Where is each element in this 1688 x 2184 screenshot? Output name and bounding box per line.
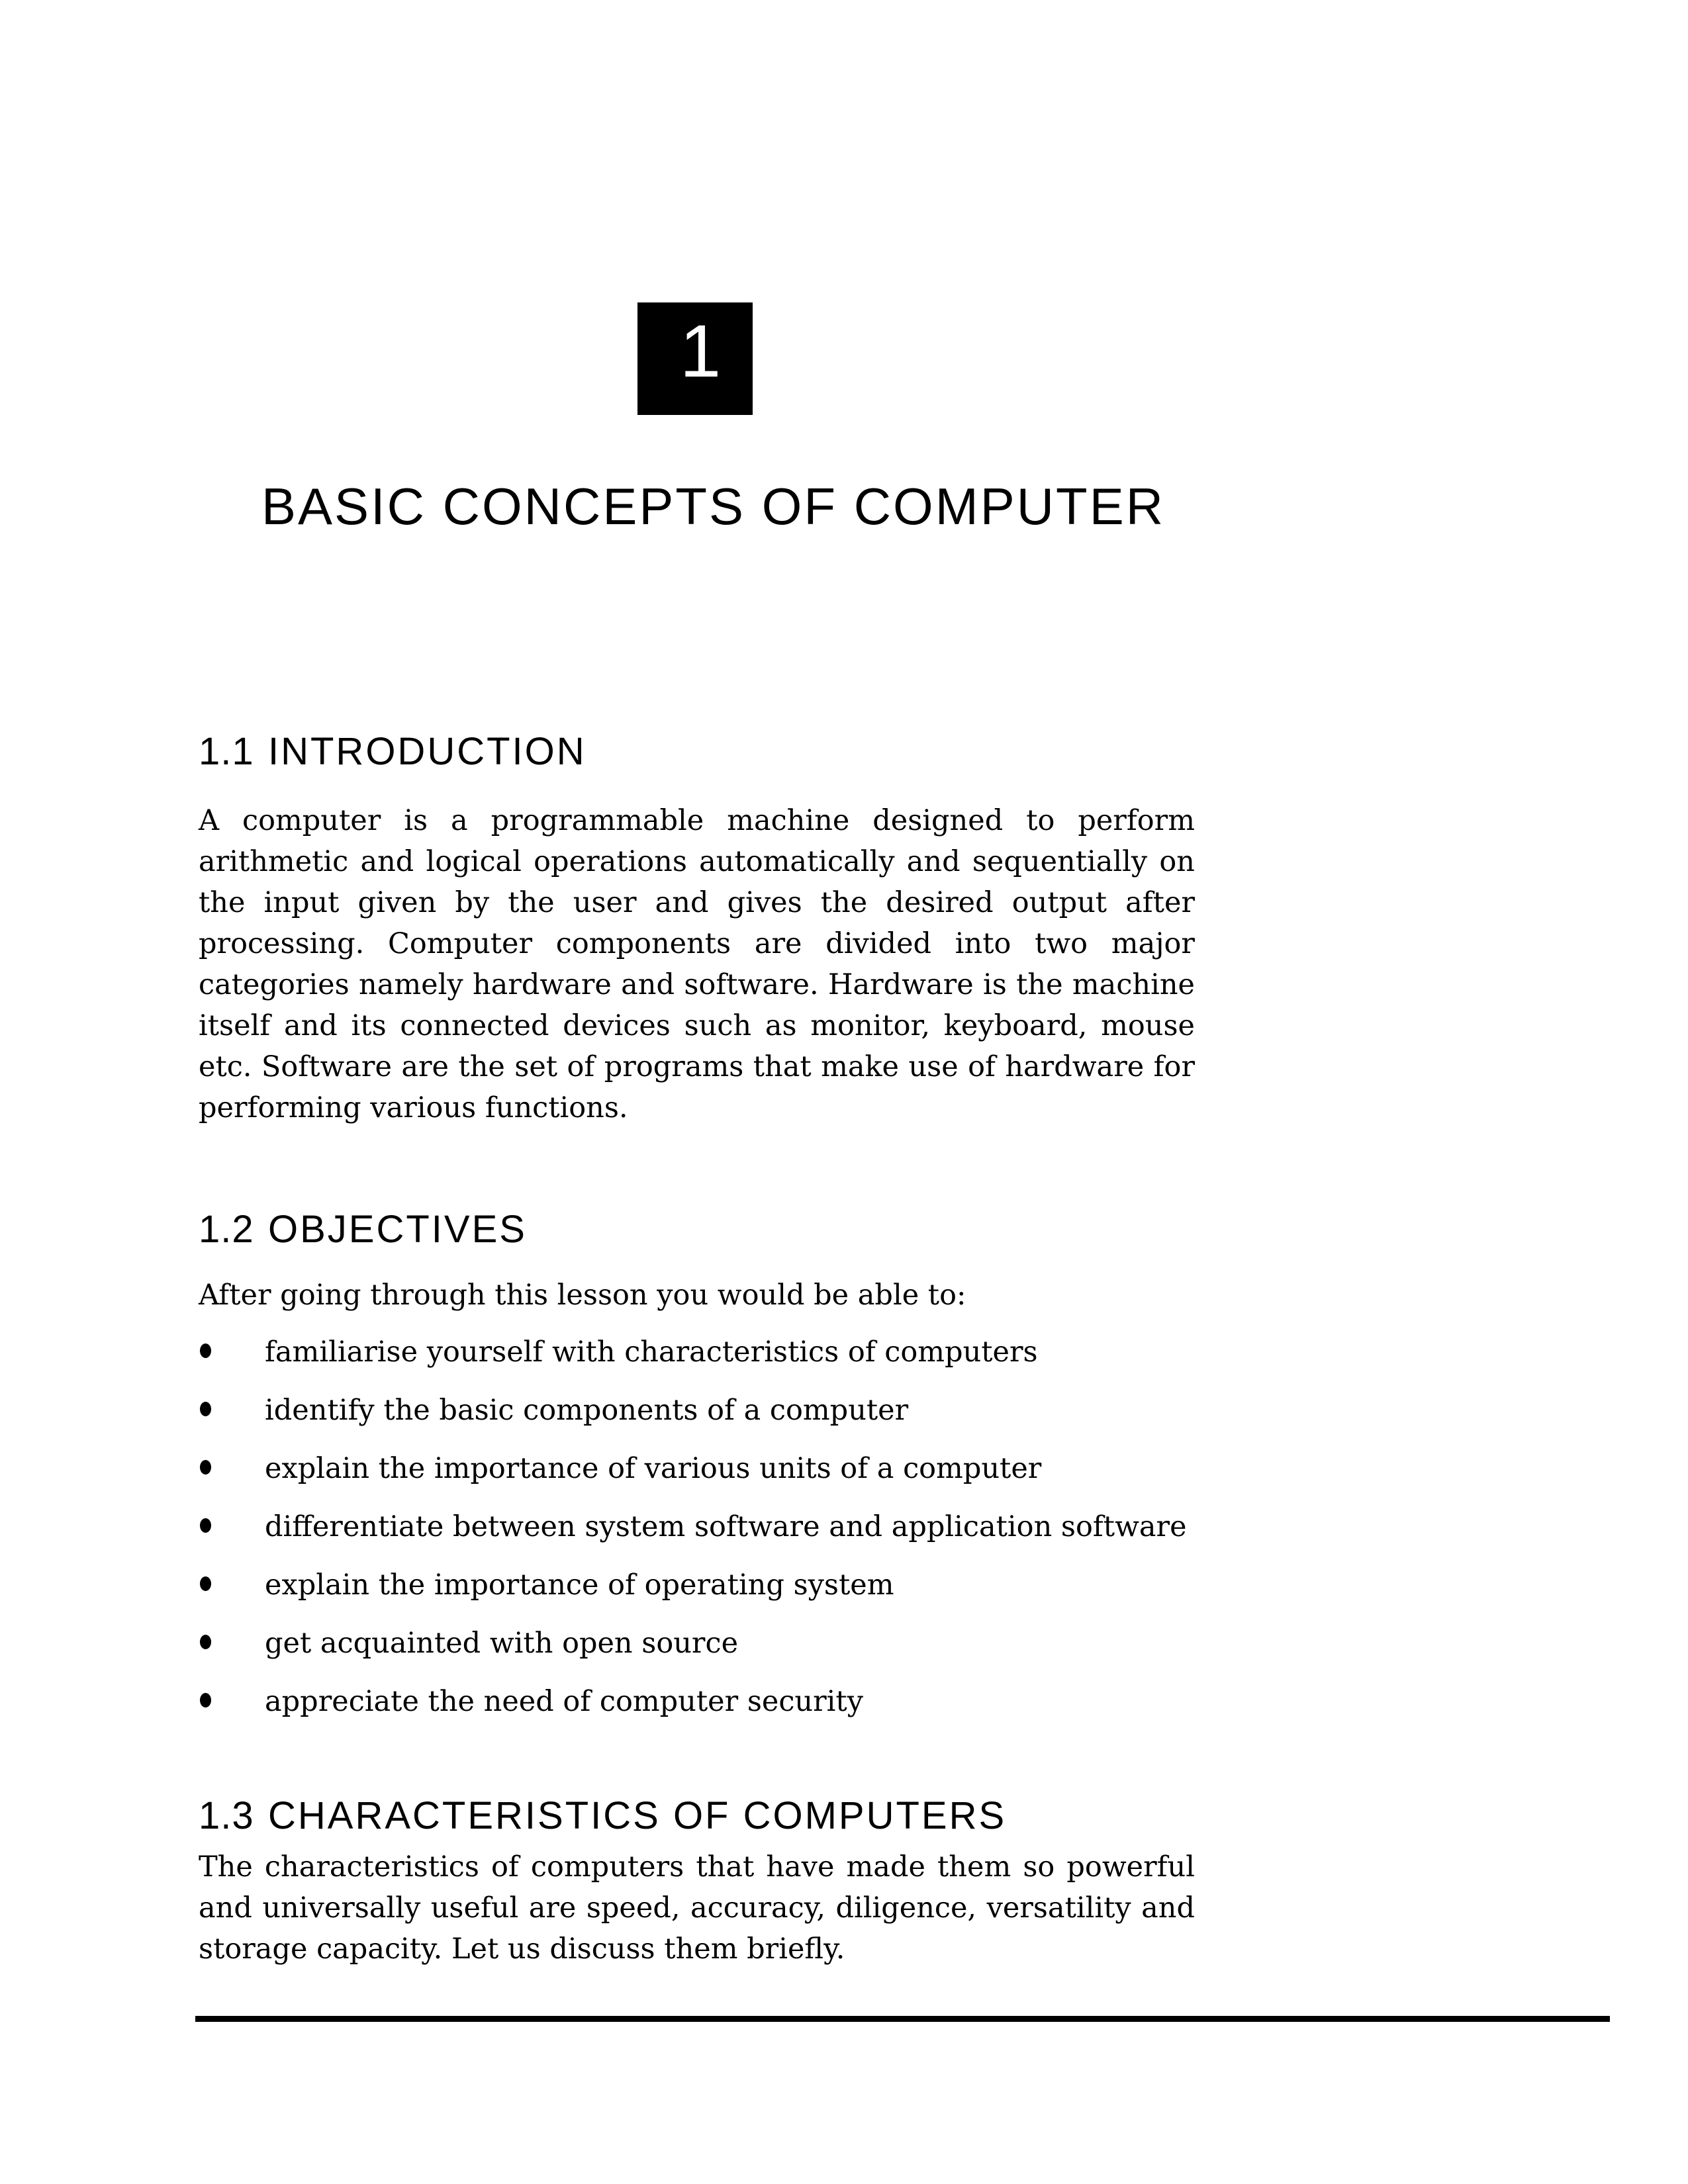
bullet-icon xyxy=(200,1343,211,1358)
list-item xyxy=(199,1563,1195,1607)
footer-rule-divider xyxy=(195,2016,1610,2022)
bullet-text: get acquainted with open source xyxy=(265,1627,739,1660)
section-number: 1.3 xyxy=(199,1794,254,1837)
bullet-text: appreciate the need of computer security xyxy=(265,1685,863,1718)
page-title: BASIC CONCEPTS OF COMPUTER xyxy=(261,477,1166,535)
bullet-icon xyxy=(200,1518,211,1533)
bullet-text: explain the importance of operating system xyxy=(265,1569,894,1602)
characteristics-paragraph: The characteristics of computers that have made them so powerful and universally useful are speed, accuracy, diligence, versatility and storage capacity. Let us discuss them briefly. xyxy=(199,1850,1195,1966)
section-heading-label: INTRODUCTION xyxy=(268,730,586,773)
bullet-icon xyxy=(200,1402,211,1416)
list-item xyxy=(199,1447,1195,1490)
list-item xyxy=(199,1621,1195,1665)
bullet-text: identify the basic components of a computer xyxy=(265,1394,909,1427)
introduction-paragraph: A computer is a programmable machine designed to perform arithmetic and logical operations automatically and sequentially on the input given by the user and gives the desired output after processing. Computer components are divided into two major categories namely hardware and software. Hardware is the machine itself and its connected devices such as monitor, keyboard, mouse etc. Software are the set of programs that make use of hardware for performing various functions. xyxy=(199,804,1195,1124)
objectives-list xyxy=(199,1330,1195,1738)
list-item xyxy=(199,1330,1195,1374)
list-item xyxy=(199,1505,1195,1549)
bullet-icon xyxy=(200,1635,211,1649)
section-heading-characteristics xyxy=(199,1793,1006,1839)
bullet-text: differentiate between system software and application software xyxy=(265,1510,1187,1543)
section-number: 1.1 xyxy=(199,730,254,773)
bullet-text: familiarise yourself with characteristics of computers xyxy=(265,1336,1038,1369)
section-heading-label: CHARACTERISTICS OF COMPUTERS xyxy=(268,1794,1007,1837)
chapter-number-badge xyxy=(637,302,753,415)
bullet-icon xyxy=(200,1460,211,1475)
bullet-text: explain the importance of various units of a computer xyxy=(265,1452,1042,1485)
section-heading-label: OBJECTIVES xyxy=(268,1208,527,1251)
list-item xyxy=(199,1680,1195,1723)
section-number: 1.2 xyxy=(199,1208,254,1251)
objectives-intro: After going through this lesson you would be able to: xyxy=(199,1279,966,1312)
bullet-icon xyxy=(200,1576,211,1591)
bullet-icon xyxy=(200,1693,211,1707)
chapter-number: 1 xyxy=(679,309,722,392)
list-item xyxy=(199,1388,1195,1432)
section-heading-introduction xyxy=(199,729,586,775)
section-heading-objectives xyxy=(199,1206,527,1253)
